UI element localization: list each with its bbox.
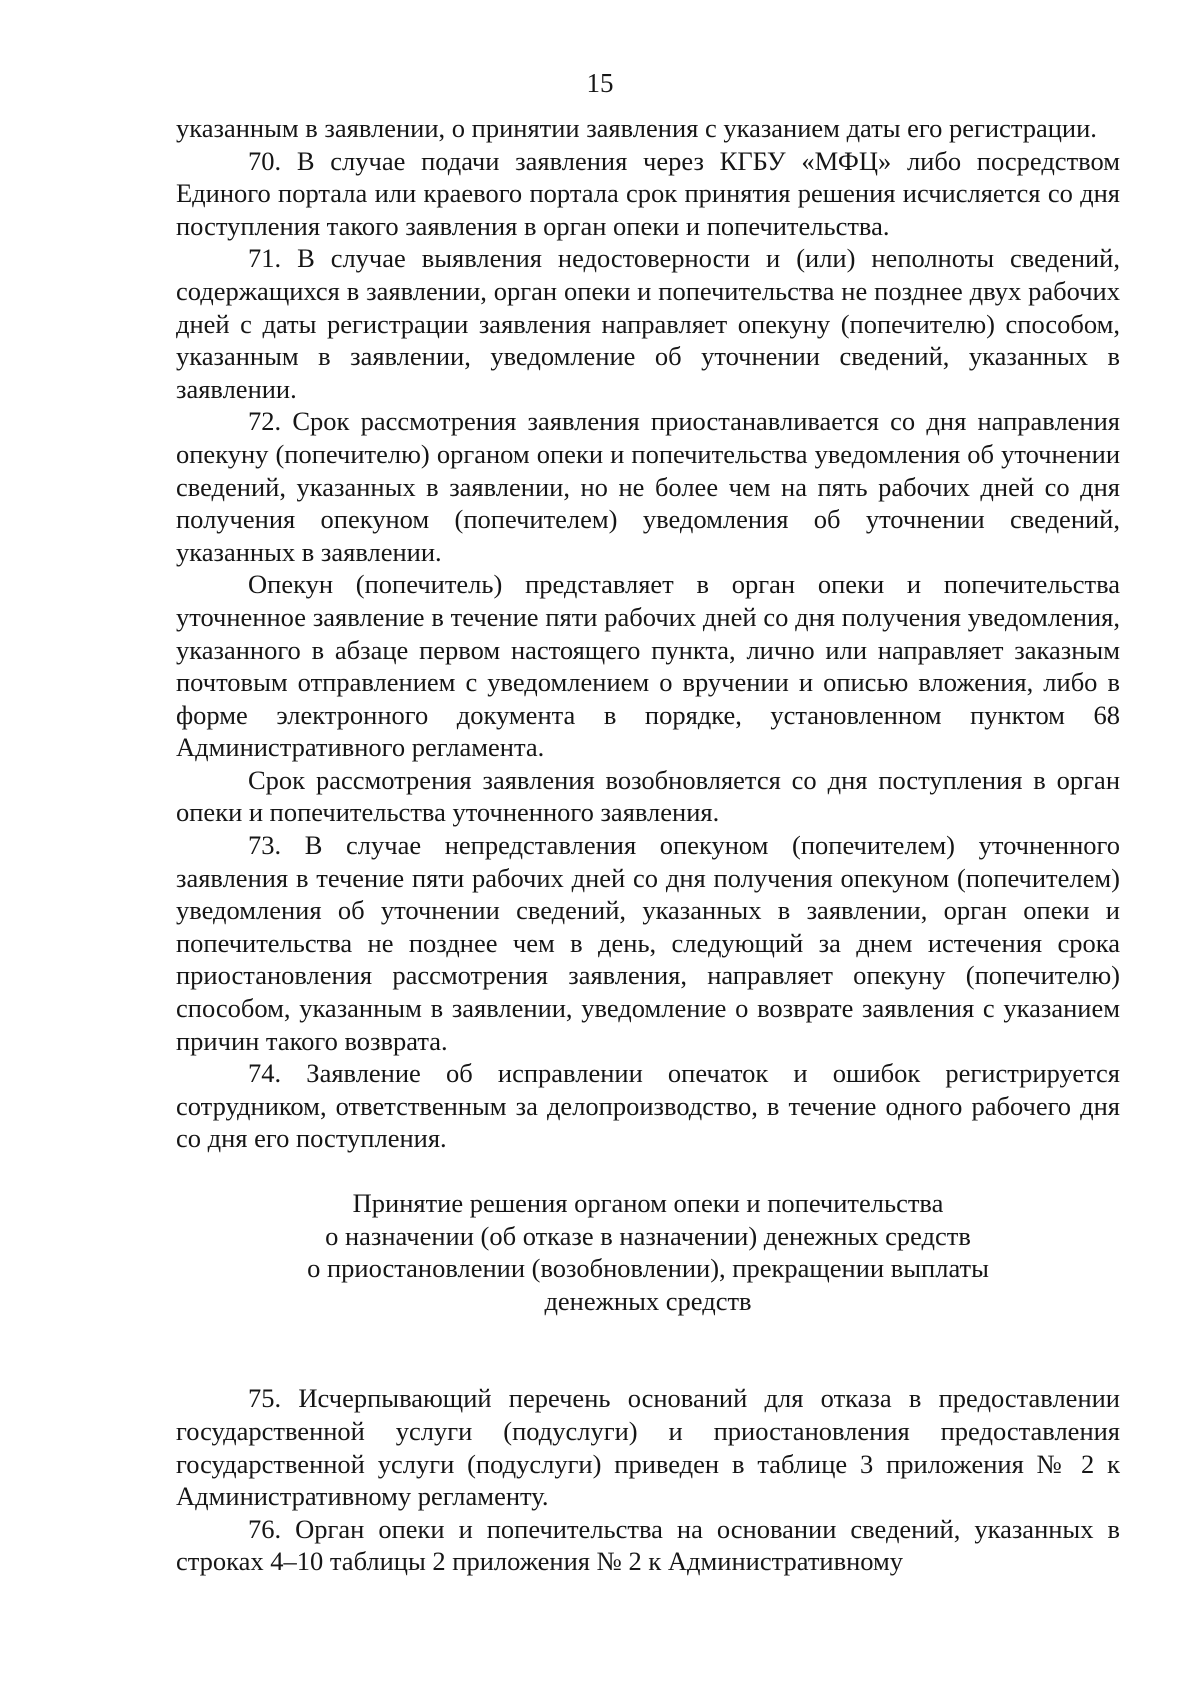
section-heading — [176, 1187, 1120, 1317]
section-heading-line: о приостановлении (возобновлении), прекращении выплаты — [307, 1253, 989, 1284]
document-body — [176, 112, 1120, 1578]
paragraph-73: 73. В случае непредставления опекуном (попечителем) уточненного заявления в течение пяти рабочих дней со дня получения опекуном (попечителем) уведомления об уточнении сведений, указанных в заявлении, орган опеки и попечительства не позднее чем в день, следующий за днем истечения срока приостановления рассмотрения заявления, направляет опекуну (попечителю) способом, указанным в заявлении, уведомление о возврате заявления с указанием причин такого возврата. — [176, 830, 1120, 1056]
page-number: 15 — [586, 68, 614, 98]
paragraph-72: 72. Срок рассмотрения заявления приостанавливается со дня направления опекуну (попечителю) органом опеки и попечительства уведомления об уточнении сведений, указанных в заявлении, но не более чем на пять рабочих дней со дня получения опекуном (попечителем) уведомления об уточнении сведений, указанных в заявлении. — [176, 406, 1120, 567]
paragraph-74: 74. Заявление об исправлении опечаток и ошибок регистрируется сотрудником, ответственным за делопроизводство, в течение одного рабочего дня со дня его поступления. — [176, 1058, 1120, 1154]
section-heading-line: денежных средств — [544, 1285, 752, 1316]
paragraph-75: 75. Исчерпывающий перечень оснований для отказа в предоставлении государственной услуги (подуслуги) и приостановления предоставления государственной услуги (подуслуги) приведен в таблице 3 приложения № 2 к Административному регламенту. — [176, 1383, 1120, 1512]
section-heading-line: о назначении (об отказе в назначении) денежных средств — [325, 1220, 971, 1251]
paragraph-72-guardian-submission: Опекун (попечитель) представляет в орган опеки и попечительства уточненное заявление в течение пяти рабочих дней со дня получения уведомления, указанного в абзаце первом настоящего пункта, лично или направляет заказным почтовым отправлением с уведомлением о вручении и описью вложения, либо в форме электронного документа в порядке, установленном пунктом 68 Административного регламента. — [176, 569, 1120, 763]
section-heading-line: Принятие решения органом опеки и попечительства — [352, 1188, 944, 1218]
paragraph-76: 76. Орган опеки и попечительства на основании сведений, указанных в строках 4–10 таблицы 2 приложения № 2 к Административному — [176, 1513, 1120, 1577]
paragraph-71: 71. В случае выявления недостоверности и (или) неполноты сведений, содержащихся в заявлении, орган опеки и попечительства не позднее двух рабочих дней с даты регистрации заявления направляет опекуну (попечителю) способом, указанным в заявлении, уведомление об уточнении сведений, указанных в заявлении. — [176, 243, 1120, 404]
paragraph-continuation: указанным в заявлении, о принятии заявления с указанием даты его регистрации. — [176, 113, 1097, 143]
paragraph-72-term-resumption: Срок рассмотрения заявления возобновляется со дня поступления в орган опеки и попечительства уточненного заявления. — [176, 764, 1120, 828]
paragraph-70: 70. В случае подачи заявления через КГБУ «МФЦ» либо посредством Единого портала или краевого портала срок принятия решения исчисляется со дня поступления такого заявления в орган опеки и попечительства. — [176, 145, 1120, 241]
